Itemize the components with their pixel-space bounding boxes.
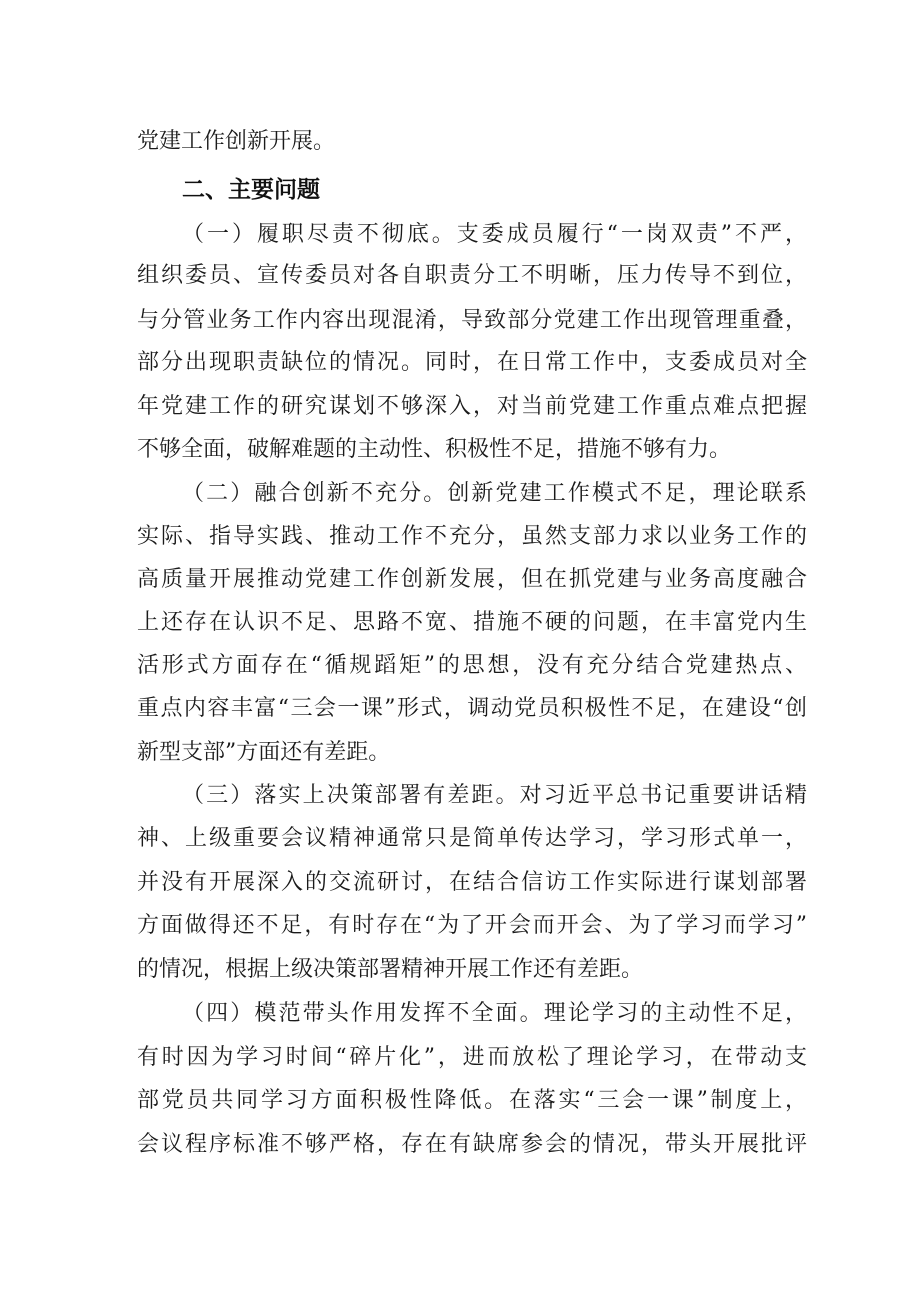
paragraph-2-line-3: 高质量开展推动党建工作创新发展，但在抓党建与业务高度融合 xyxy=(137,567,807,592)
paragraph-4-line-3: 部党员共同学习方面积极性降低。在落实“三会一课”制度上， xyxy=(137,1088,807,1113)
paragraph-3-line-2: 神、上级重要会议精神通常只是简单传达学习，学习形式单一， xyxy=(137,826,807,851)
paragraph-3-line-5: 的情况，根据上级决策部署精神开展工作还有差距。 xyxy=(137,957,644,982)
paragraph-2-line-1: （二）融合创新不充分。创新党建工作模式不足，理论联系 xyxy=(182,481,807,506)
paragraph-4-line-4: 会议程序标准不够严格，存在有缺席参会的情况，带头开展批评 xyxy=(137,1132,807,1157)
section-heading: 二、主要问题 xyxy=(182,177,320,203)
paragraph-2-line-6: 重点内容丰富“三会一课”形式，调动党员积极性不足，在建设“创 xyxy=(137,696,807,721)
paragraph-1-line-6: 不够全面，破解难题的主动性、积极性不足，措施不够有力。 xyxy=(137,437,732,462)
paragraph-1-line-1: （一）履职尽责不彻底。支委成员履行“一岗双责”不严， xyxy=(182,222,807,247)
paragraph-4-line-2: 有时因为学习时间“碎片化”，进而放松了理论学习，在带动支 xyxy=(137,1045,807,1070)
intro-line: 党建工作创新开展。 xyxy=(137,129,336,154)
paragraph-3-line-3: 并没有开展深入的交流研讨，在结合信访工作实际进行谋划部署 xyxy=(137,870,807,895)
paragraph-1-line-5: 年党建工作的研究谋划不够深入，对当前党建工作重点难点把握 xyxy=(137,394,807,419)
paragraph-1-line-3: 与分管业务工作内容出现混淆，导致部分党建工作出现管理重叠， xyxy=(137,308,807,333)
paragraph-1-line-2: 组织委员、宣传委员对各自职责分工不明晰，压力传导不到位， xyxy=(137,263,807,288)
paragraph-4-line-1: （四）模范带头作用发挥不全面。理论学习的主动性不足， xyxy=(182,1001,807,1026)
paragraph-2-line-4: 上还存在认识不足、思路不宽、措施不硬的问题，在丰富党内生 xyxy=(137,610,807,635)
paragraph-1-line-4: 部分出现职责缺位的情况。同时，在日常工作中，支委成员对全 xyxy=(137,350,807,375)
paragraph-2-line-2: 实际、指导实践、推动工作不充分，虽然支部力求以业务工作的 xyxy=(137,524,807,549)
paragraph-2-line-7: 新型支部”方面还有差距。 xyxy=(137,740,391,765)
paragraph-3-line-1: （三）落实上决策部署有差距。对习近平总书记重要讲话精 xyxy=(182,783,807,808)
paragraph-3-line-4: 方面做得还不足，有时存在“为了开会而开会、为了学习而学习” xyxy=(137,913,807,938)
paragraph-2-line-5: 活形式方面存在“循规蹈矩”的思想，没有充分结合党建热点、 xyxy=(137,653,807,678)
